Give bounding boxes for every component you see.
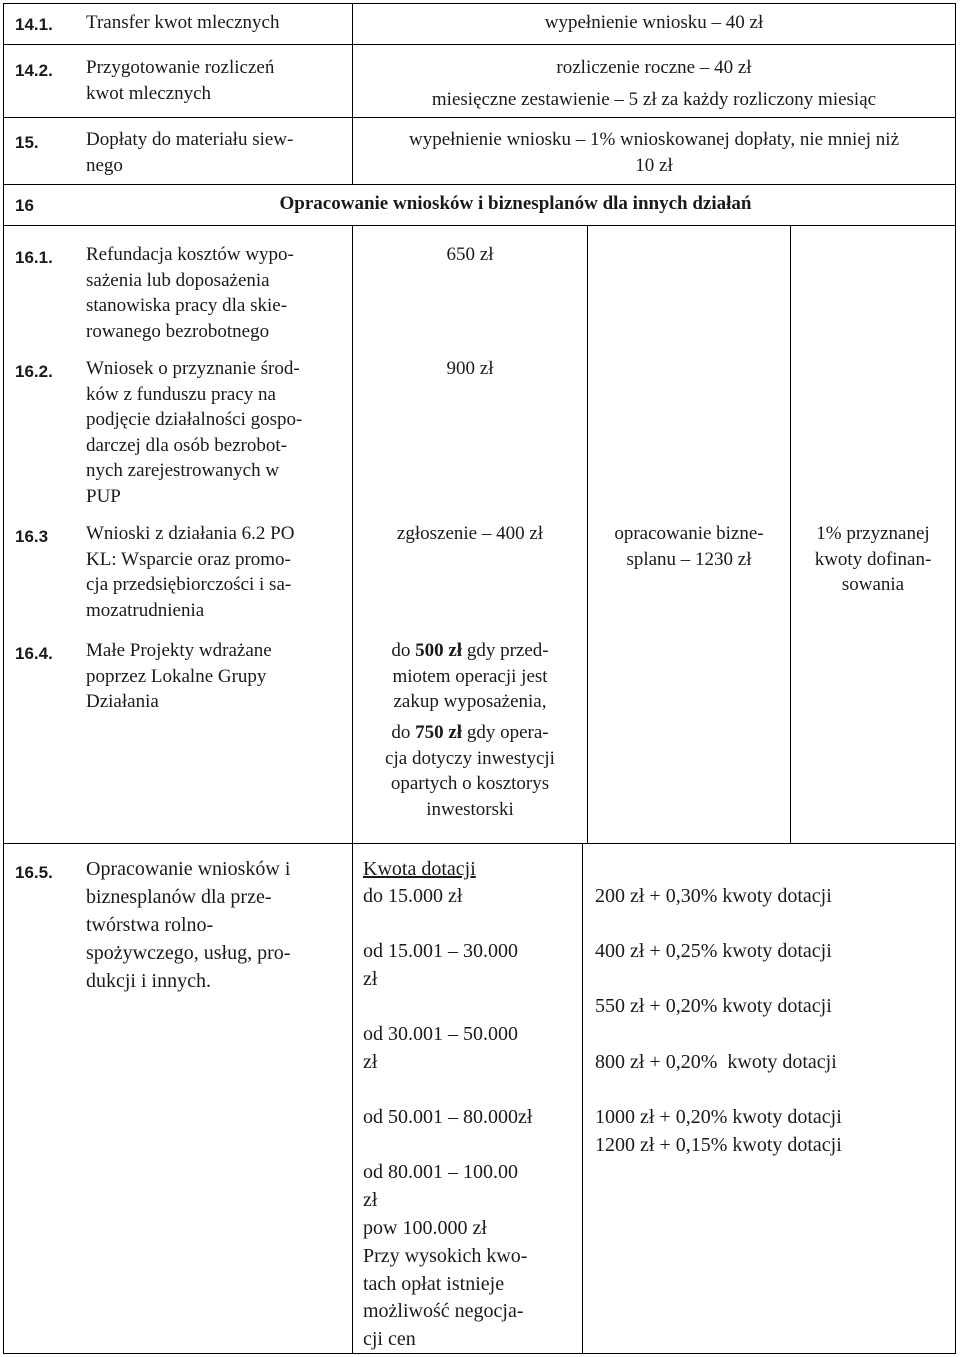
- grant-fee: 400 zł + 0,25% kwoty dotacji: [595, 940, 832, 962]
- grant-range: pow 100.000 zł: [363, 1217, 487, 1239]
- fee-amount: 500 zł: [415, 640, 463, 661]
- fee-prefix: do: [391, 640, 416, 661]
- service-fee: wypełnienie wniosku – 40 zł: [544, 12, 764, 33]
- col-separator: [582, 843, 583, 1354]
- row-separator: [3, 44, 956, 45]
- service-fee-option: [353, 720, 587, 822]
- row-number: 14.2.: [15, 61, 53, 80]
- service-title: Refundacja kosztów wypo- sażenia lub doposażenia stanowiska pracy dla skie- rowanego bezrobotnego: [86, 244, 294, 342]
- grant-range: od 50.001 – 80.000zł: [363, 1106, 533, 1128]
- table-border-top: [3, 3, 956, 4]
- service-fee-option: [353, 638, 587, 715]
- fee-amount: 750 zł: [415, 722, 463, 743]
- service-title: Małe Projekty wdrażane poprzez Lokalne Grupy Działania: [86, 640, 272, 712]
- service-title: Transfer kwot mlecznych: [86, 12, 280, 33]
- row-number: 16.2.: [15, 362, 53, 381]
- grant-range: do 15.000 zł: [363, 885, 463, 907]
- fee-prefix: do: [391, 722, 416, 743]
- grant-fee: 1000 zł + 0,20% kwoty dotacji: [595, 1106, 842, 1128]
- row-separator: [3, 184, 956, 185]
- grant-fee: 200 zł + 0,30% kwoty dotacji: [595, 885, 832, 907]
- grant-range: od 80.001 – 100.00 zł: [363, 1161, 518, 1211]
- section-heading: Opracowanie wniosków i biznesplanów dla innych działań: [279, 193, 752, 214]
- service-title: Wnioski z działania 6.2 PO KL: Wsparcie oraz promo- cja przedsiębiorczości i sa- mozatrudnienia: [86, 523, 295, 621]
- service-fee: wypełnienie wniosku – 1% wnioskowanej dopłaty, nie mniej niż 10 zł: [408, 129, 900, 176]
- grant-range: od 30.001 – 50.000 zł: [363, 1023, 518, 1073]
- row-number: 16.5.: [15, 863, 53, 882]
- row-separator: [3, 117, 956, 118]
- service-fee: rozliczenie roczne – 40 zł: [556, 57, 752, 78]
- row-number: 15.: [15, 133, 39, 152]
- grant-fee: 550 zł + 0,20% kwoty dotacji: [595, 995, 832, 1017]
- grant-fee: 1200 zł + 0,15% kwoty dotacji: [595, 1134, 842, 1156]
- row-number: 16.1.: [15, 248, 53, 267]
- service-fee: zgłoszenie – 400 zł: [396, 523, 544, 544]
- row-number: 16.3: [15, 527, 49, 546]
- service-fee: opracowanie bizne- splanu – 1230 zł: [614, 523, 764, 570]
- service-fee: miesięczne zestawienie – 5 zł za każdy rozliczony miesiąc: [431, 89, 877, 110]
- service-title: Dopłaty do materiału siew- nego: [86, 129, 294, 176]
- grant-range: od 15.001 – 30.000 zł: [363, 940, 518, 990]
- fee-condition: gdy przed- miotem operacji jest zakup wyposażenia,: [392, 640, 549, 712]
- service-fee: 900 zł: [446, 358, 494, 379]
- row-number: 14.1.: [15, 15, 53, 34]
- grant-fee: 800 zł + 0,20% kwoty dotacji: [595, 1051, 837, 1073]
- grant-amount-header: Kwota dotacji: [363, 858, 476, 880]
- service-fee: 650 zł: [446, 244, 494, 265]
- service-fee: 1% przyznanej kwoty dofinan- sowania: [814, 523, 932, 595]
- service-title: Wniosek o przyznanie środ- ków z funduszu pracy na podjęcie działalności gospo- darczej dla osób bezrobot- nych zarejestrowanych w PUP: [86, 358, 303, 507]
- service-title: Przygotowanie rozliczeń kwot mlecznych: [86, 57, 275, 104]
- negotiation-note: Przy wysokich kwo- tach opłat istnieje możliwość negocja- cji cen: [363, 1245, 528, 1350]
- col-separator: [352, 843, 353, 1354]
- row-separator: [3, 843, 956, 844]
- table-border-bottom: [3, 1353, 956, 1354]
- row-number: 16: [15, 196, 34, 215]
- row-number: 16.4.: [15, 644, 53, 663]
- service-title: Opracowanie wniosków i biznesplanów dla prze- twórstwa rolno- spożywczego, usług, pro- dukcji i innych.: [86, 858, 291, 992]
- fee-condition: gdy opera- cja dotyczy inwestycji opartych o kosztorys inwestorski: [385, 722, 555, 820]
- row-separator: [3, 225, 956, 226]
